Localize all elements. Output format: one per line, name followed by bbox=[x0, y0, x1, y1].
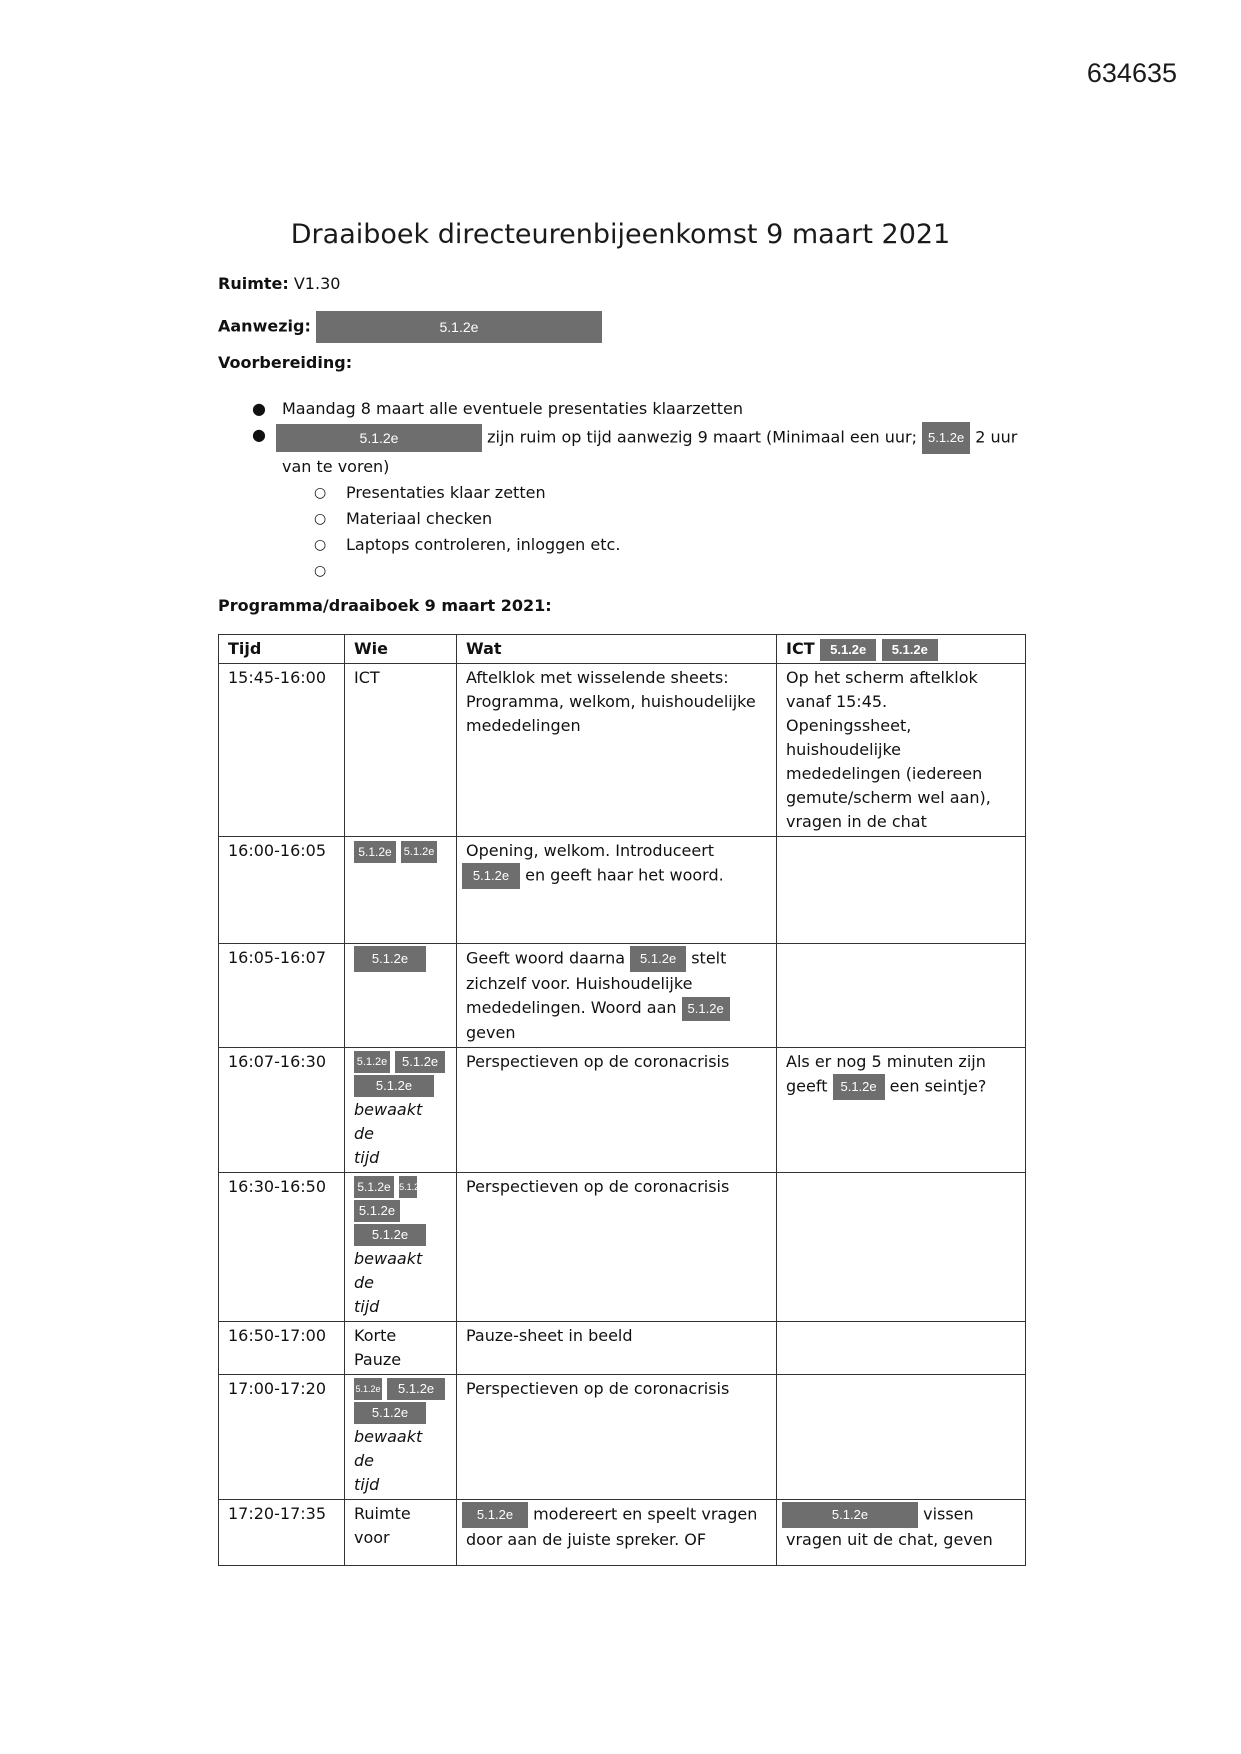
ruimte-label: Ruimte: bbox=[218, 274, 289, 293]
page-title: Draaiboek directeurenbijeenkomst 9 maart 2021 bbox=[290, 219, 951, 250]
table-row: 16:00-16:05 5.1.2e 5.1.2e Opening, welkom. Introduceert 5.1.2e en geeft haar het woord. bbox=[219, 837, 1026, 944]
ruimte-value: V1.30 bbox=[293, 274, 341, 293]
list-item bbox=[218, 558, 1038, 584]
redaction-box: 5.1.2e bbox=[354, 1075, 434, 1097]
redaction-box: 5.1.2e bbox=[354, 1176, 394, 1198]
redaction-box: 5.1.2e bbox=[922, 422, 970, 454]
table-row: 17:20-17:35 Ruimte voor 5.1.2e modereert en speelt vragen door aan de juiste spreker. OF 5.1.2e vissen vragen uit de chat, geven bbox=[219, 1499, 1026, 1565]
aanwezig-label: Aanwezig: bbox=[218, 316, 311, 336]
header-ict: ICT 5.1.2e 5.1.2e bbox=[777, 635, 1026, 664]
list-item: ○ Materiaal checken bbox=[218, 506, 1038, 532]
redaction-box: 5.1.2e bbox=[354, 1051, 390, 1073]
redaction-box: 5.1.2e bbox=[782, 1502, 918, 1528]
header-wat: Wat bbox=[457, 635, 777, 664]
table-row: 16:30-16:50 5.1.2e 5.1.2e 5.1.2e 5.1.2e bewaakt de tijd Perspectieven op de coronacrisis bbox=[219, 1172, 1026, 1321]
redaction-box: 5.1.2e bbox=[630, 946, 686, 972]
redaction-box: 5.1.2e bbox=[354, 1378, 382, 1400]
table-row: 17:00-17:20 5.1.2e 5.1.2e 5.1.2e bewaakt de tijd Perspectieven op de coronacrisis bbox=[219, 1374, 1026, 1499]
table-row: 16:50-17:00 Korte Pauze Pauze-sheet in beeld bbox=[219, 1321, 1026, 1374]
circle-bullet-icon: ○ bbox=[314, 485, 327, 501]
list-item: ● 5.1.2e zijn ruim op tijd aanwezig 9 maart (Minimaal een uur; 5.1.2e 2 uur van te voren) bbox=[218, 422, 1038, 480]
header-wie: Wie bbox=[345, 635, 457, 664]
list-item: ○ Laptops controleren, inloggen etc. bbox=[218, 532, 1038, 558]
redaction-box: 5.1.2e bbox=[354, 1402, 426, 1424]
redaction-box: 5.1.2e bbox=[354, 946, 426, 972]
redaction-box: 5.1.2e bbox=[354, 1224, 426, 1246]
redaction-box: 5.1.2e bbox=[820, 639, 876, 661]
aanwezig-line bbox=[218, 311, 602, 343]
redaction-box: 5.1.2e bbox=[399, 1176, 417, 1198]
circle-bullet-icon: ○ bbox=[314, 511, 327, 527]
redaction-box: 5.1.2e bbox=[401, 841, 437, 863]
redaction-box: 5.1.2e bbox=[462, 863, 520, 889]
table-row: 16:07-16:30 5.1.2e 5.1.2e 5.1.2e bewaakt de tijd Perspectieven op de coronacrisis Als er nog 5 minuten zijn geeft 5.1.2e een seintje? bbox=[219, 1047, 1026, 1172]
table-row: 16:05-16:07 5.1.2e Geeft woord daarna 5.1.2e stelt zichzelf voor. Huishoudelijke mededelingen. Woord aan 5.1.2e geven bbox=[219, 944, 1026, 1048]
redaction-box: 5.1.2e bbox=[387, 1378, 445, 1400]
list-item: ● Maandag 8 maart alle eventuele presentaties klaarzetten bbox=[218, 396, 1038, 422]
circle-bullet-icon: ○ bbox=[314, 537, 327, 553]
redaction-box: 5.1.2e bbox=[682, 997, 730, 1021]
redaction-box: 5.1.2e bbox=[354, 841, 396, 863]
voorbereiding-label: Voorbereiding: bbox=[218, 353, 353, 372]
document-number: 634635 bbox=[1086, 58, 1177, 88]
bullet-icon: ● bbox=[252, 399, 266, 418]
circle-bullet-icon: ○ bbox=[314, 563, 327, 579]
voorbereiding-list bbox=[218, 396, 1038, 584]
redaction-box: 5.1.2e bbox=[316, 311, 602, 343]
table-header-row bbox=[219, 635, 1026, 664]
redaction-box: 5.1.2e bbox=[276, 424, 482, 452]
programma-title: Programma/draaiboek 9 maart 2021: bbox=[218, 596, 552, 615]
redaction-box: 5.1.2e bbox=[882, 639, 938, 661]
redaction-box: 5.1.2e bbox=[354, 1200, 400, 1222]
ruimte-line bbox=[218, 274, 340, 293]
redaction-box: 5.1.2e bbox=[395, 1051, 445, 1073]
table-row: 15:45-16:00 ICT Aftelklok met wisselende sheets: Programma, welkom, huishoudelijke mededelingen Op het scherm aftelklok vanaf 15:45. Openingssheet, huishoudelijke mededelingen (iedereen gemute/scherm wel aan), vragen in de chat bbox=[219, 664, 1026, 837]
redaction-box: 5.1.2e bbox=[462, 1502, 528, 1528]
list-item: ○ Presentaties klaar zetten bbox=[218, 480, 1038, 506]
program-table bbox=[218, 634, 1026, 1566]
header-tijd: Tijd bbox=[219, 635, 345, 664]
bullet-icon: ● bbox=[252, 425, 266, 444]
redaction-box: 5.1.2e bbox=[833, 1074, 885, 1100]
